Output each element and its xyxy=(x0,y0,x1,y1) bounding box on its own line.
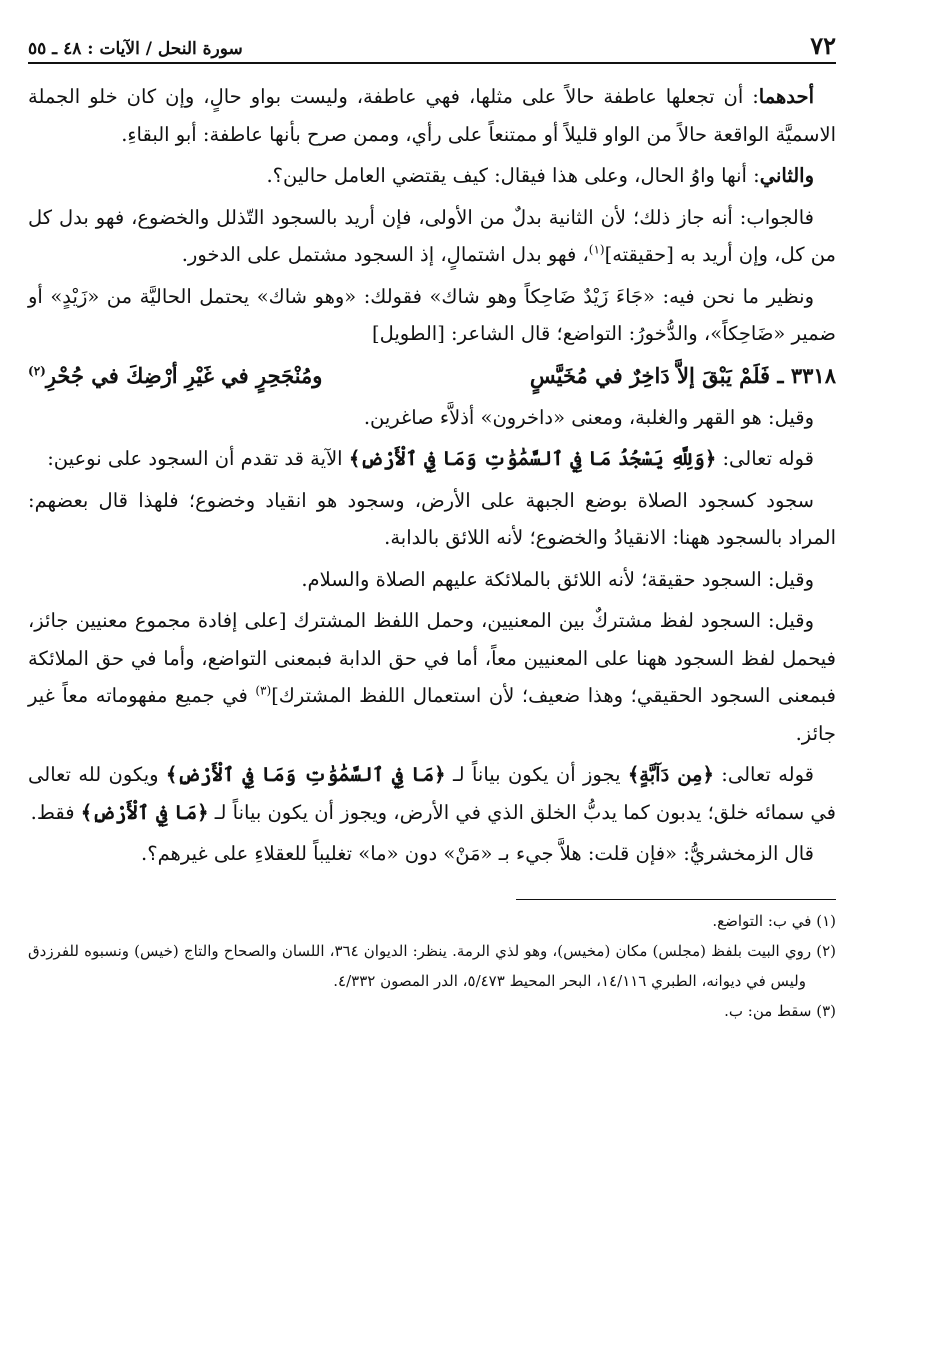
paragraph xyxy=(28,399,836,437)
paragraph xyxy=(28,561,836,599)
paragraph-text: قوله تعالى: xyxy=(716,447,814,470)
paragraph-text: وقيل: هو القهر والغلبة، ومعنى «داخرون» أذلاَّء صاغرين. xyxy=(363,405,814,429)
quran-quote: ﴿مِن دَآبَّةٍ﴾ xyxy=(627,763,714,786)
footnote-marker[interactable]: (١) xyxy=(588,242,605,257)
paragraph-text: ويكون لله تعالى في سمائه خلق؛ يدبون كما يدبُّ الخلق الذي في الأرض، ويجوز أن يكون بياناً لـ xyxy=(28,763,836,824)
paragraph-text: الآية قد تقدم أن السجود على نوعين: xyxy=(47,447,349,470)
paragraph-text: وقيل: السجود حقيقة؛ لأنه اللائق بالملائكة عليهم الصلاة والسلام. xyxy=(301,567,814,591)
verse-second-text: ومُنْجَحِرٍ في غَيْرِ أرْضِكَ في جُحْرِ xyxy=(45,362,323,388)
footnotes xyxy=(28,906,836,1026)
main-text xyxy=(28,78,836,873)
paragraph-text: في جميع مفهوماته معاً غير جائز. xyxy=(28,684,836,745)
quran-quote: ﴿مَا فِي ٱلسَّمَٰوَٰتِ وَمَا فِي ٱلْأَرْضِ﴾ xyxy=(165,763,446,786)
page-header xyxy=(28,22,836,64)
paragraph xyxy=(28,440,836,478)
footnote: (٢) روي البيت بلفظ (مجلس) مكان (مخيس)، وهو لذي الرمة. ينظر: الديوان ٣٦٤، اللسان والصحاح والتاج (خيس) ونسبوه للفرزدق وليس في ديوانه، الطبري ١٤/١١٦، البحر المحيط ٥/٤٧٣، الدر المصون ٤/٣٣٢. xyxy=(28,941,836,990)
footnote-divider xyxy=(516,899,836,900)
paragraph-text: سجود كسجود الصلاة بوضع الجبهة على الأرض، وسجود هو انقياد وخضوع؛ فلهذا قال بعضهم: المراد بالسجود ههنا: الانقيادُ والخضوع؛ لأنه اللائق بالدابة. xyxy=(28,488,836,549)
paragraph-lead: والثاني xyxy=(759,164,814,187)
verse-first-hemistich: ٣٣١٨ ـ فَلَمْ يَبْقَ إلاَّ دَاخِرٌ في مُخَيَّسٍ xyxy=(529,362,836,388)
paragraph-text: : أن تجعلها عاطفة حالاً على مثلها، فهي عاطفة، وليست بواو حالٍ، وإن كان خلو الجملة الاسميَّة الواقعة حالاً من الواو قليلاً أو ممتنعاً على رأي، وممن صرح بأنها عاطفة: أبو البقاءِ. xyxy=(28,85,836,146)
paragraph-lead: أحدهما xyxy=(758,85,814,108)
running-title: سورة النحل / الآيات : ٤٨ ـ ٥٥ xyxy=(28,39,243,59)
paragraph-text: يجوز أن يكون بياناً لـ xyxy=(445,763,628,786)
footnote: (١) في ب: التواضع. xyxy=(712,911,836,930)
paragraph xyxy=(28,756,836,831)
paragraph xyxy=(28,482,836,557)
paragraph-text: : أنها واوُ الحال، وعلى هذا فيقال: كيف يقتضي العامل حالين؟. xyxy=(266,164,760,187)
paragraph xyxy=(28,835,836,873)
paragraph-text: فقط. xyxy=(30,800,81,824)
poetry-verse xyxy=(28,357,836,395)
verse-second-hemistich xyxy=(28,357,322,395)
paragraph-text: ، فهو بدل اشتمالٍ، إذ السجود مشتمل على الدخور. xyxy=(181,243,589,266)
paragraph-text: قوله تعالى: xyxy=(713,763,814,786)
footnote-marker[interactable]: (٣) xyxy=(255,683,272,698)
quran-quote: ﴿وَلِلَّهِ يَسْجُدُ مَا فِي ٱلسَّمَٰوَٰتِ وَمَا فِي ٱلْأَرْضِ﴾ xyxy=(348,447,717,470)
paragraph xyxy=(28,278,836,353)
paragraph-text: وقيل: السجود لفظ مشتركٌ بين المعنيين، وحمل اللفظ المشترك [على إفادة مجموع معنيين جائز، فيحمل لفظ السجود ههنا على المعنيين معاً، أما في حق الدابة فبمعنى التواضع، وأما في حق الملائكة فبمعنى السجود الحقيقي؛ وهذا ضعيف؛ لأن استعمال اللفظ المشترك] xyxy=(28,609,836,707)
paragraph-text: ونظير ما نحن فيه: «جَاءَ زَيْدٌ ضَاحِكاً وهو شاك» فقولك: «وهو شاك» يحتمل الحاليَّة من «زَيْدٍ» أو ضمير «ضَاحِكاً»، والدُّخورُ: التواضع؛ قال الشاعر: [الطويل] xyxy=(28,284,836,345)
paragraph xyxy=(28,78,836,153)
page xyxy=(28,22,836,1026)
paragraph-text: فالجواب: أنه جاز ذلك؛ لأن الثانية بدلٌ من الأولى، فإن أريد بالسجود التّذلل والخضوع، فهو بدل كل من كل، وإن أريد به [حقيقته] xyxy=(28,205,836,266)
paragraph xyxy=(28,199,836,274)
paragraph-text: قال الزمخشريُّ: «فإن قلت: هلاَّ جيء بـ «مَنْ» دون «ما» تغليباً للعقلاءِ على غيرهم؟. xyxy=(141,842,814,865)
quran-quote: ﴿مَا فِي ٱلْأَرْضِ﴾ xyxy=(80,800,209,824)
footnote: (٣) سقط من: ب. xyxy=(724,1001,836,1020)
paragraph xyxy=(28,602,836,752)
paragraph xyxy=(28,157,836,195)
footnote-marker[interactable]: (٢) xyxy=(28,363,46,378)
page-number: ٧٢ xyxy=(810,31,836,60)
